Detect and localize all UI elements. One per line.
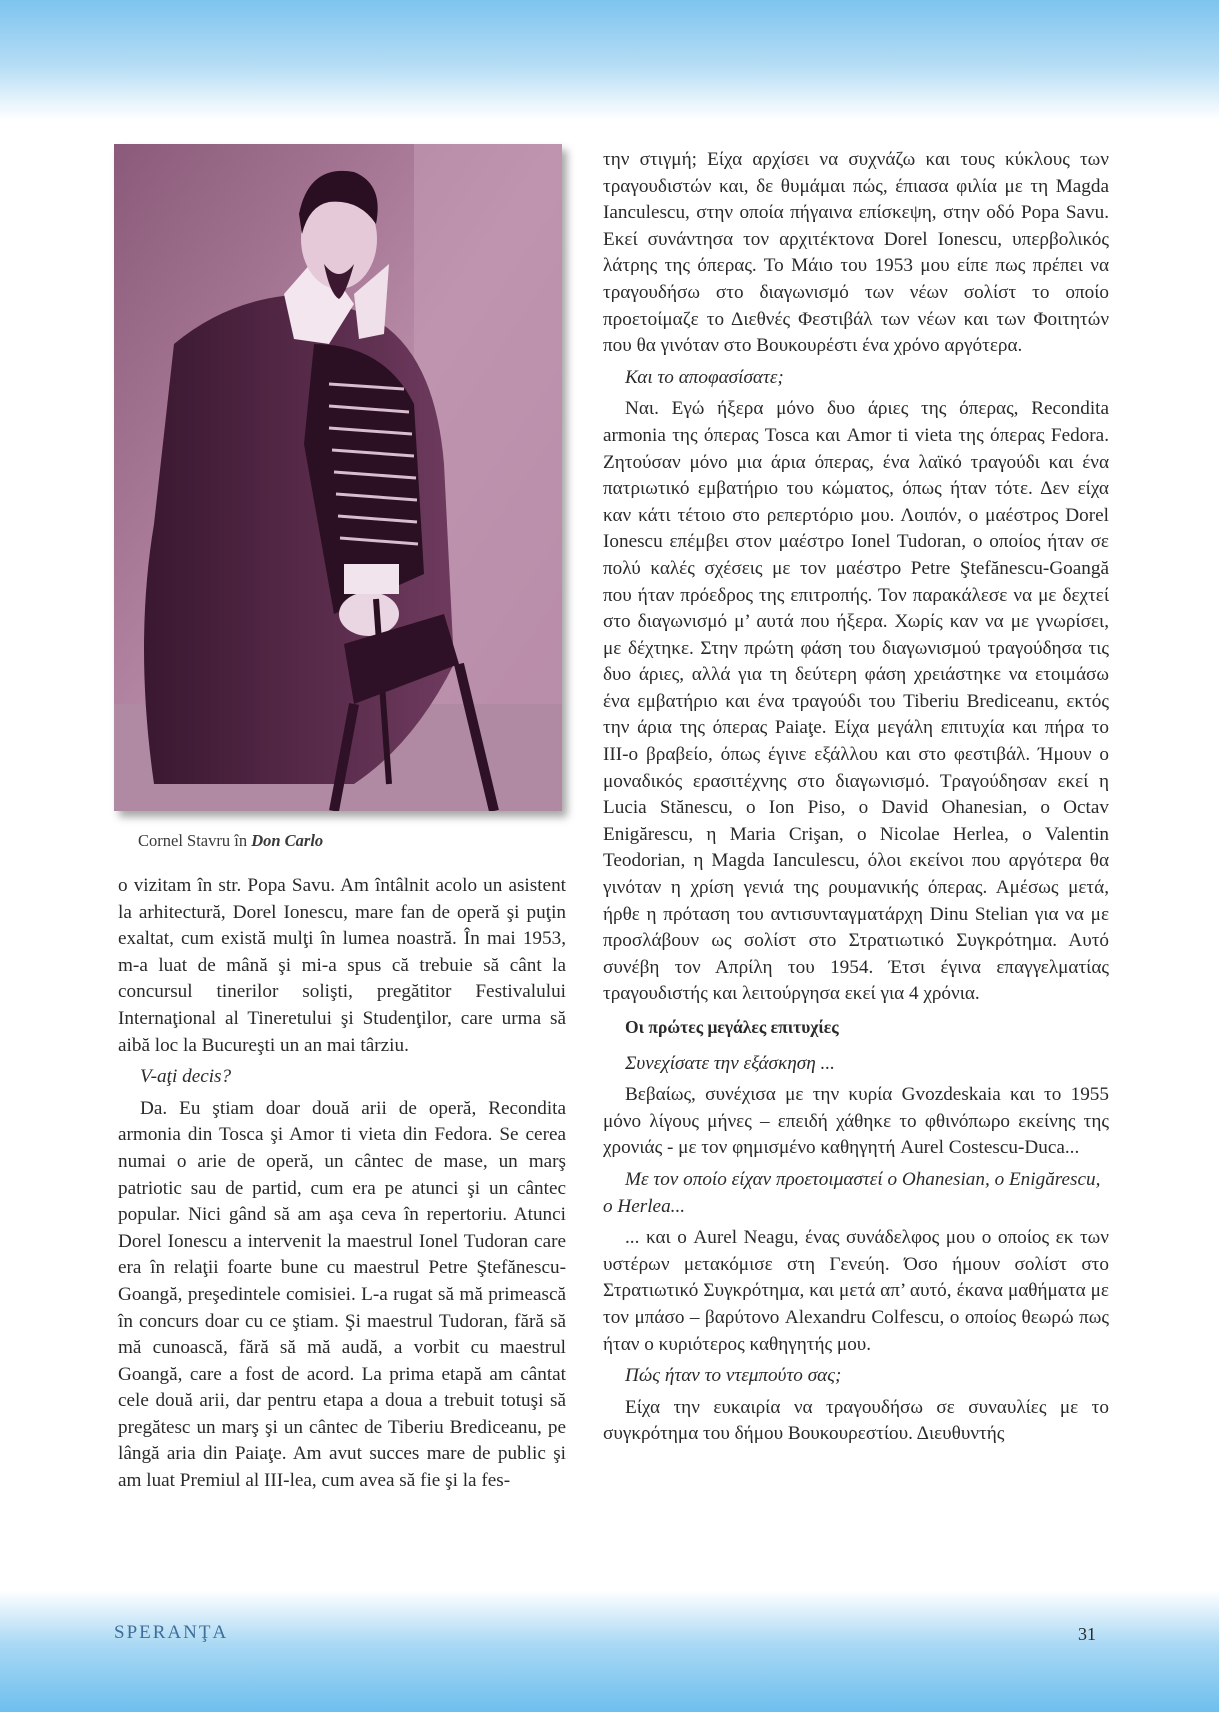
- left-text-column: [118, 873, 566, 1500]
- caption-text: Cornel Stavru în: [138, 831, 252, 850]
- photo-caption: [138, 831, 558, 851]
- right-question-4: Πώς ήταν το ντεμπούτο σας;: [625, 1365, 842, 1387]
- caption-emphasis: Don Carlo: [251, 831, 324, 850]
- portrait-photo: [114, 144, 562, 811]
- left-question-1: V-aţi decis?: [140, 1066, 232, 1088]
- left-paragraph-2: Da. Eu ştiam doar două arii de operă, Recondita armonia din Tosca şi Amor ti vieta din Fedora. Se cerea numai o arie de operă, un cântec de mase, un marş patriotic sau de partid, cum era pe atunci şi un cântec popular. Nici gând să am aşa ceva în repertoriu. Atunci Dorel Ionescu a intervenit la maestrul Ionel Tudoran care era în relaţii foarte bune cu maestrul Petre Ştefănescu-Goangă, preşedintele comisiei. L-a rugat să mă primească în concurs doar cu ce ştiam. Şi maestrul Tudoran, fără să mă cunoască, fără să mă audă, a vorbit cu maestrul Goangă, care a fost de acord. La prima etapă am cântat cele două arii, dar pentru etapa a doua a trebuit totuşi să pregătesc un marş şi un cântec de Tiberiu Brediceanu, pe lângă aria din Paiaţe. Am avut succes mare de public şi am luat Premiul al III-lea, cum avea să fie şi la fes-: [118, 1097, 566, 1492]
- right-paragraph-2: Ναι. Εγώ ήξερα μόνο δυο άριες της όπερας, Recondita armonia της όπερας Tosca και Amor ti vieta της όπερας Fedora. Ζητούσαν μόνο μια άρια όπερας, ένα λαϊκό τραγούδι και ένα πατριωτικό εμβατήριο του κώματος, όπως ήταν τότε. Δεν είχα καν κάτι τέτοιο στο ρεπερτόριο μου. Λοιπόν, ο μαέστρος Dorel Ionescu επέμβει στον μαέστρο Ionel Tudoran, ο οποίος ήταν σε πολύ καλές σχέσεις με τον μαέστρο Petre Ştefănescu-Goangă που ήταν πρόεδρος της επιτροπής. Τον παρακάλεσε να με δεχτεί στο διαγωνισμό μ’ αυτά που ήξερα. Χωρίς καν να με γνωρίσει, με δέχτηκε. Στην πρώτη φάση του διαγωνισμού τραγούδησα τις δυο άριες, αλλά για τη δεύτερη φάση χρειάστηκε να ετοιμάσω ένα εμβατήριο και ένα τραγούδι του Tiberiu Brediceanu, εκτός την άρια της όπερας Paiaţe. Είχα μεγάλη επιτυχία και πήρα το III-ο βραβείο, όπως έγινε εξάλλου και στο φεστιβάλ. Ήμουν ο μοναδικός ερασιτέχνης στο διαγωνισμό. Τραγούδησαν εκεί η Lucia Stănescu, ο Ion Piso, ο David Ohanesian, ο Octav Enigărescu, η Maria Crişan, ο Nicolae Herlea, ο Valentin Teodorian, η Magda Ianculescu, όλοι εκείνοι που αργότερα θα γινόταν η χρίση γενιά της ρουμανικής όπερας. Αμέσως μετά, ήρθε η πρόταση του αντισυνταγματάρχη Dinu Stelian για να με προσλάβουν ως σολίστ στο Στρατιωτικό Συγκρότημα. Αυτό συνέβη τον Απρίλη του 1954. Έτσι έγινα επαγγελματίας τραγουδιστής και λειτούργησα εκεί για 4 χρόνια.: [603, 398, 1109, 1005]
- right-paragraph-1: την στιγμή; Είχα αρχίσει να συχνάζω και τους κύκλους των τραγουδιστών και, δε θυμάμαι πώς, έπιασα φιλία με τη Magda Ianculescu, στην οποία πήγαινα επίσκεψη, στην οδό Popa Savu. Εκεί συνάντησα τον αρχιτέκτονα Dorel Ionescu, υπερβολικός λάτρης της όπερας. Το Μάιο του 1953 μου είπε πως πρέπει να τραγουδήσω στο διαγωνισμό των νέων σολίστ το οποίο προετοίμαζε το Διεθνές Φεστιβάλ των νέων και των Φοιτητών που θα γινόταν στο Βουκουρέστι ένα χρόνο αργότερα.: [603, 149, 1109, 357]
- portrait-photo-icon: [114, 144, 562, 811]
- right-question-1: Και το αποφασίσατε;: [625, 366, 784, 388]
- page-number: 31: [1078, 1624, 1096, 1644]
- right-paragraph-4: ... και ο Aurel Neagu, ένας συνάδελφος μου ο οποίος εκ των υστέρων μετακόμισε στη Γενεύη. Όσο ήμουν σολίστ στο Στρατιωτικό Συγκρότημα, και μετά απ’ αυτό, έκανα μαθήματα με τον μπάσο – βαρύτονο Alexandru Colfescu, ο οποίος θεωρώ πως ήταν ο κυριότερος καθηγητής μου.: [603, 1227, 1109, 1355]
- right-paragraph-3: Βεβαίως, συνέχισα με την κυρία Gvozdeskaia και το 1955 μόνο λίγους μήνες – επειδή χάθηκε το φθινόπωρο εκείνης της χρονιάς - με τον φημισμένο καθηγητή Aurel Costescu-Duca...: [603, 1084, 1109, 1159]
- right-paragraph-5: Είχα την ευκαιρία να τραγουδήσω σε συναυλίες με το συγκρότημα του δήμου Βουκουρεστίου. Διευθυντής: [603, 1396, 1109, 1445]
- bottom-gradient-band: [0, 1590, 1219, 1712]
- left-paragraph-1: o vizitam în str. Popa Savu. Am întâlnit acolo un asistent la arhitectură, Dorel Ionescu, mare fan de operă şi puţin exaltat, cum există mulţi în lumea noastră. În mai 1953, m-a luat de mână şi mi-a spus că trebuie să cânt la concursul tinerilor solişti, pregătitor Festivalului Internaţional al Tineretului şi Studenţilor, care urma să aibă loc la Bucureşti un an mai târziu.: [118, 875, 566, 1056]
- right-question-2: Συνεχίσατε την εξάσκηση ...: [625, 1052, 835, 1074]
- top-gradient-band: [0, 0, 1219, 120]
- right-text-column: [603, 147, 1109, 1453]
- magazine-name: SPERANŢA: [114, 1622, 229, 1643]
- right-question-3: Με τον οποίο είχαν προετοιμαστεί ο Ohanesian, ο Enigărescu, ο Herlea...: [603, 1168, 1101, 1217]
- section-heading: Οι πρώτες μεγάλες επιτυχίες: [625, 1017, 839, 1037]
